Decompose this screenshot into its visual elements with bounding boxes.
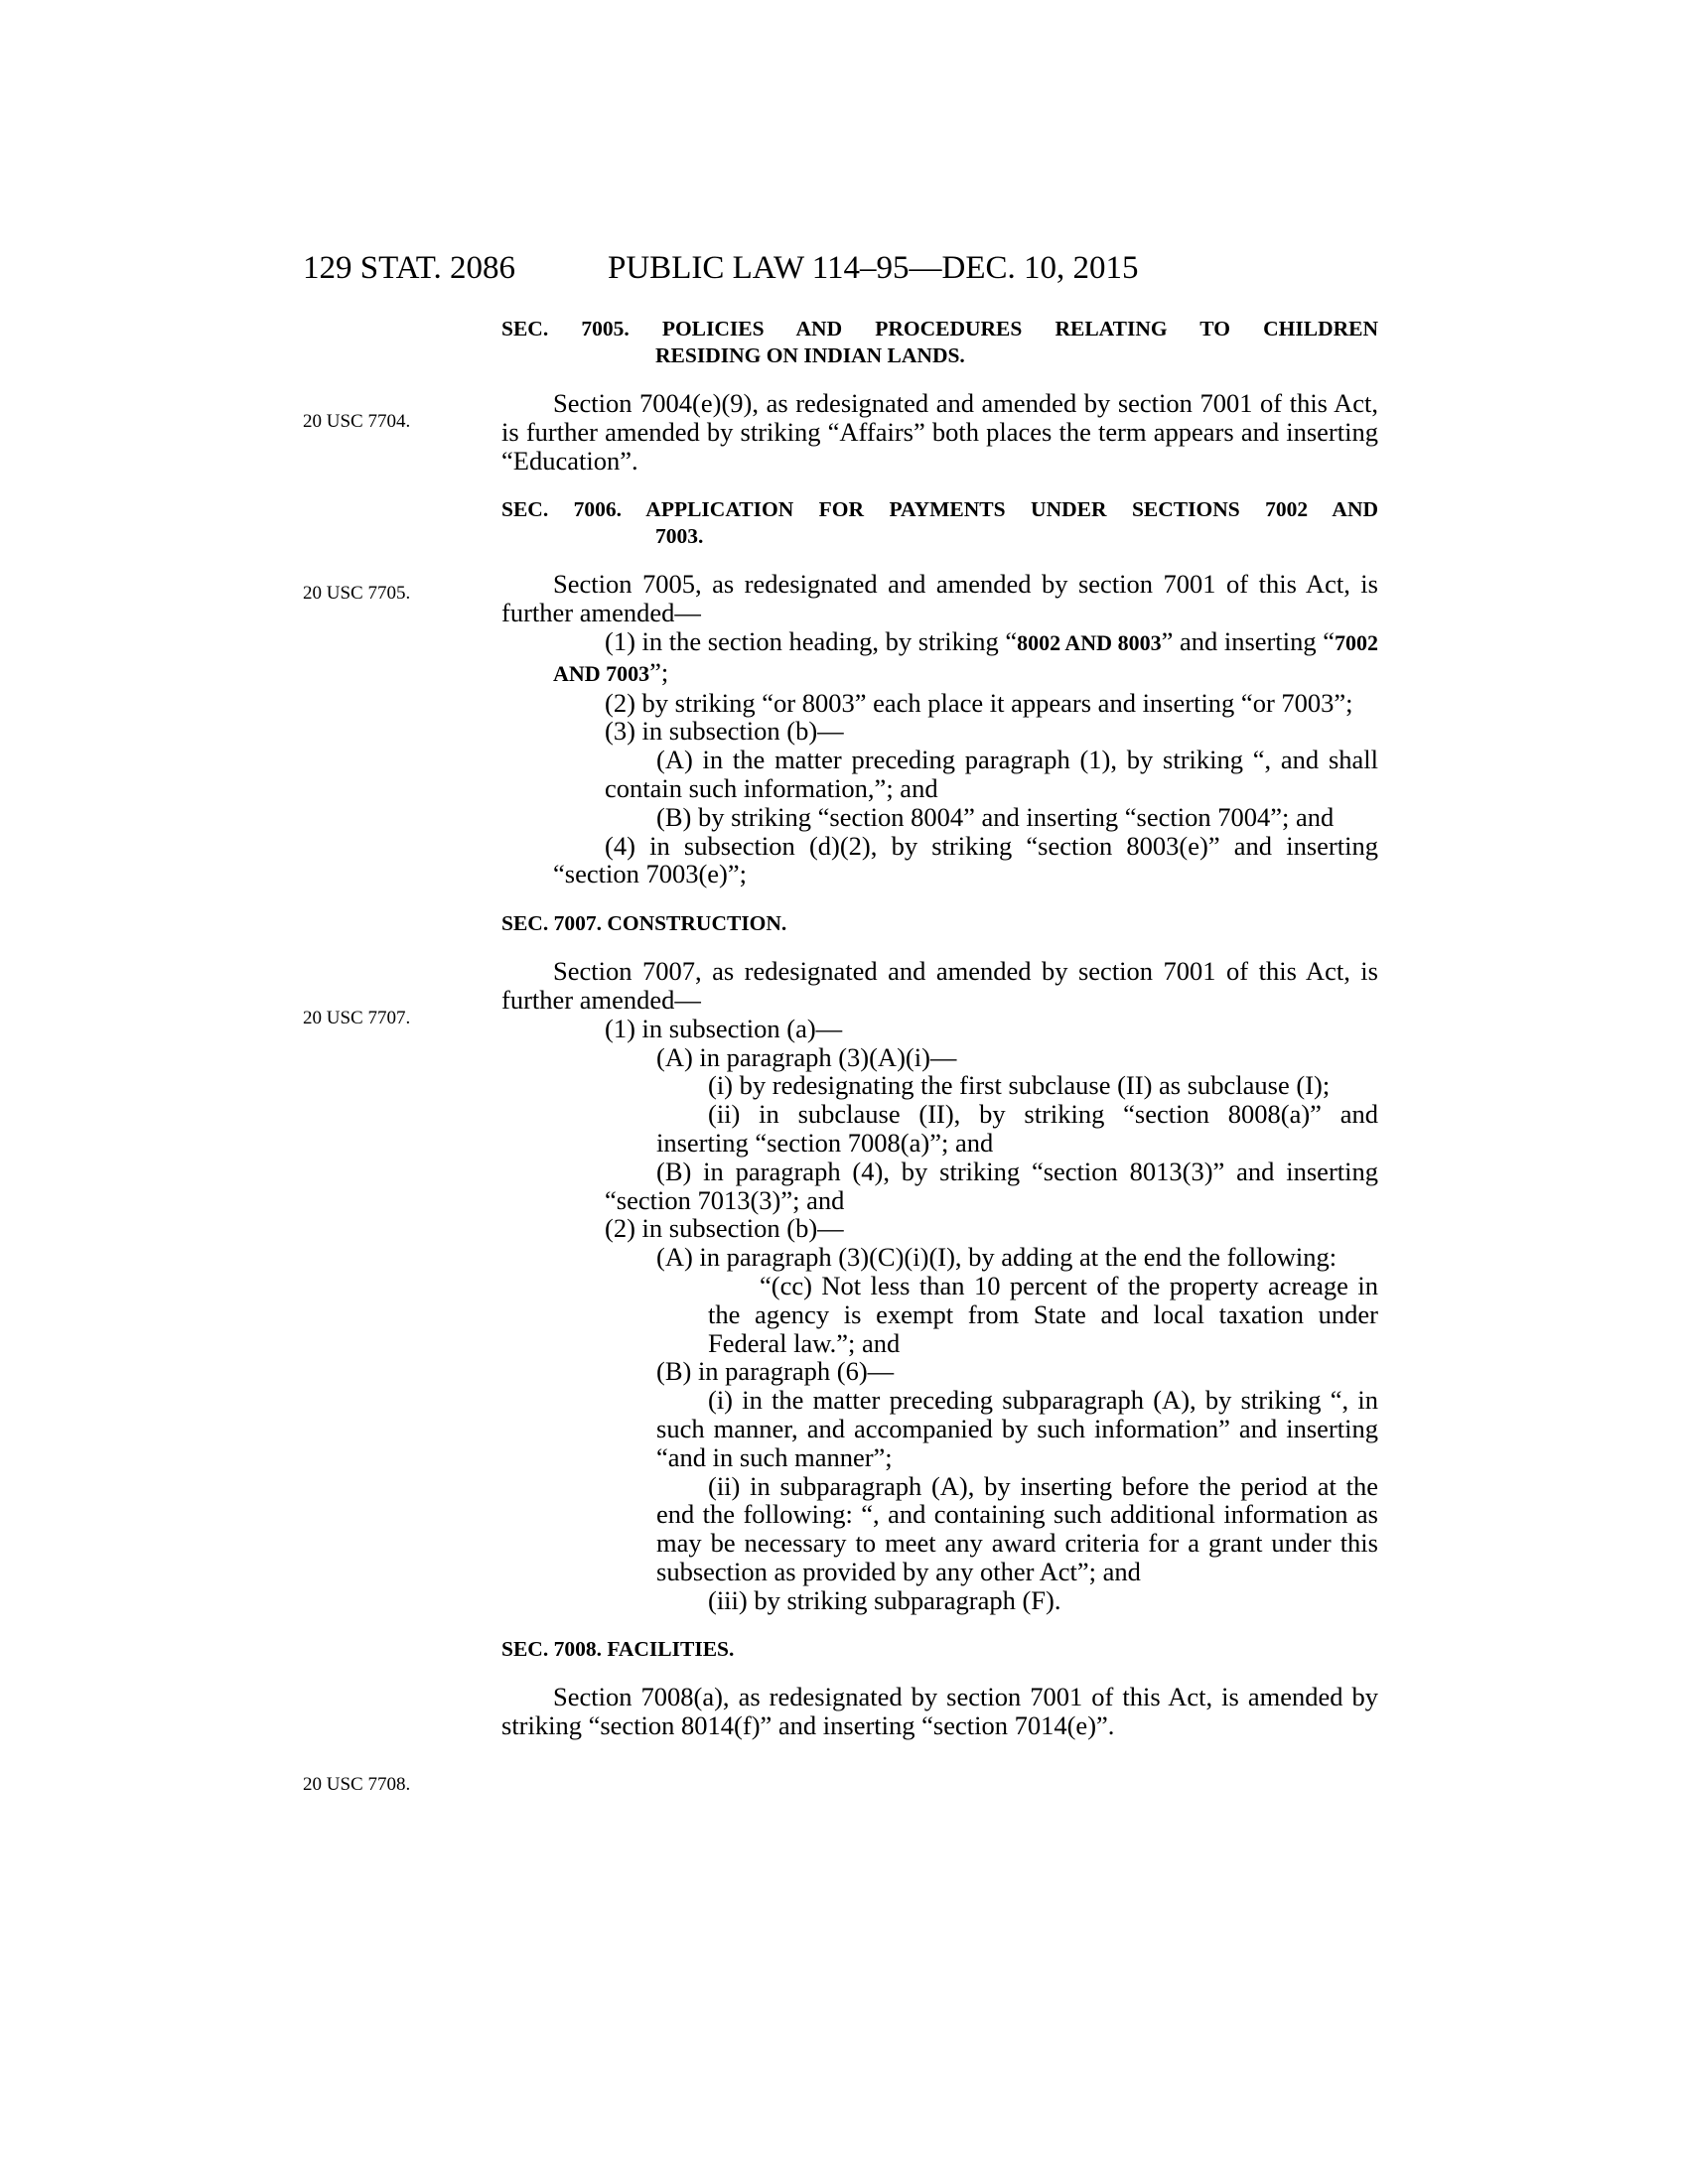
section-7007-paragraph-1a-i: (i) by redesignating the first subclause (II) as subclause (I); xyxy=(708,1070,1331,1101)
section-7007-quoted-text: “(cc) Not less than 10 percent of the property acreage in the agency is exempt from State and local taxation under Federal law.”; and xyxy=(708,1270,1378,1358)
section-7007-paragraph-2a: (A) in paragraph (3)(C)(i)(I), by adding at the end the following: xyxy=(656,1242,1337,1273)
section-7006-p1-text-b: ” and inserting “ xyxy=(1161,625,1335,656)
section-7007-heading-text: SEC. 7007. CONSTRUCTION. xyxy=(501,911,787,936)
section-7007-paragraph-1a-ii: (ii) in subclause (II), by striking “section 8008(a)” and inserting “section 7008(a)”; and xyxy=(656,1099,1378,1158)
section-7006-paragraph-3a: (A) in the matter preceding paragraph (1), by striking “, and shall contain such information,”; and xyxy=(605,745,1378,803)
section-7007-paragraph-1: (1) in subsection (a)— xyxy=(605,1013,843,1043)
section-7006-paragraph-3: (3) in subsection (b)— xyxy=(605,716,844,747)
section-7007-intro: Section 7007, as redesignated and amended by section 7001 of this Act, is further amended— xyxy=(501,956,1378,1015)
section-7006-p1-text-a: (1) in the section heading, by striking “ xyxy=(605,625,1018,656)
section-7006-intro: Section 7005, as redesignated and amended by section 7001 of this Act, is further amended— xyxy=(501,569,1378,628)
section-7007-paragraph-2b-i: (i) in the matter preceding subparagraph (A), by striking “, in such manner, and accompanied by such information” and inserting “and in such manner”; xyxy=(656,1385,1378,1472)
section-7007-paragraph-2b: (B) in paragraph (6)— xyxy=(656,1356,895,1387)
section-7008-text: Section 7008(a), as redesignated by section 7001 of this Act, is amended by striking “section 8014(f)” and inserting “section 7014(e)”. xyxy=(501,1682,1378,1741)
section-7006-heading-line1: SEC. 7006. APPLICATION FOR PAYMENTS UNDER SECTIONS 7002 AND xyxy=(501,497,1378,522)
margin-note-usc-7707: 20 USC 7707. xyxy=(303,1008,411,1028)
section-7005-text: Section 7004(e)(9), as redesignated and amended by section 7001 of this Act, is further amended by striking “Affairs” both places the term appears and inserting “Education”. xyxy=(501,388,1378,476)
section-7008-heading xyxy=(501,1636,1378,1663)
section-7007-paragraph-2: (2) in subsection (b)— xyxy=(605,1213,844,1244)
section-7007-heading xyxy=(501,910,1378,937)
section-7007-paragraph-2b-iii: (iii) by striking subparagraph (F). xyxy=(708,1584,1061,1615)
section-7005-heading xyxy=(501,316,1378,369)
section-7006-heading-line2: 7003. xyxy=(655,524,704,549)
page-body xyxy=(501,316,1378,1740)
section-7006-p1-old-heading: 8002 AND 8003 xyxy=(1017,629,1162,655)
margin-note-usc-7708: 20 USC 7708. xyxy=(303,1774,411,1795)
section-7008-heading-text: SEC. 7008. FACILITIES. xyxy=(501,1637,735,1662)
section-7005-heading-line1: SEC. 7005. POLICIES AND PROCEDURES RELATING TO CHILDREN xyxy=(501,317,1378,341)
running-header-title: PUBLIC LAW 114–95—DEC. 10, 2015 xyxy=(608,250,1139,286)
section-7006-p1-new-heading: 7002 AND 7003 xyxy=(553,629,1378,686)
section-7006-paragraph-4: (4) in subsection (d)(2), by striking “section 8003(e)” and inserting “section 7003(e)”; xyxy=(553,830,1378,889)
section-7006-heading xyxy=(501,496,1378,550)
section-7006-p1-text-c: ”; xyxy=(649,656,669,687)
section-7005-heading-line2: RESIDING ON INDIAN LANDS. xyxy=(655,343,965,367)
section-7007-paragraph-2b-ii: (ii) in subparagraph (A), by inserting before the period at the end the following: “, and containing such additional information as may be necessary to meet any award criteria for a grant under this subsection as provided by any other Act”; and xyxy=(656,1470,1378,1586)
section-7007-paragraph-1b: (B) in paragraph (4), by striking “section 8013(3)” and inserting “section 7013(3)”; and xyxy=(605,1156,1378,1215)
page-stat-citation: 129 STAT. 2086 xyxy=(303,250,516,286)
section-7006-paragraph-1 xyxy=(553,627,1378,689)
margin-note-usc-7704: 20 USC 7704. xyxy=(303,411,411,432)
margin-note-usc-7705: 20 USC 7705. xyxy=(303,583,411,604)
section-7006-paragraph-3b: (B) by striking “section 8004” and inserting “section 7004”; and xyxy=(656,801,1335,832)
section-7006-paragraph-2: (2) by striking “or 8003” each place it appears and inserting “or 7003”; xyxy=(605,687,1353,718)
section-7007-paragraph-1a: (A) in paragraph (3)(A)(i)— xyxy=(656,1041,957,1072)
